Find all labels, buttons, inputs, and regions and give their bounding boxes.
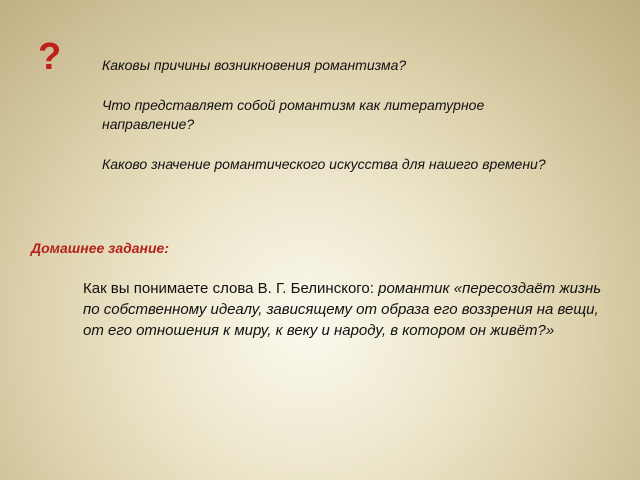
homework-title: Домашнее задание: [31,240,169,256]
belinsky-quote: романтик «пересоздаёт жизнь по собственному идеалу, зависящему от образа его воззрения на вещи, от его отношения к миру, к веку и народу, в котором он живёт?» [83,280,602,339]
question-2: Что представляет собой романтизм как литературное направление? [102,97,485,132]
question-1: Каковы причины возникновения романтизма? [102,57,407,73]
question-mark-icon: ? [38,36,62,78]
questions-list [102,56,572,195]
question-3: Каково значение романтического искусства для нашего времени? [102,156,546,172]
homework-intro: Как вы понимаете слова В. Г. Белинского: [83,280,379,297]
homework-text [83,278,603,341]
